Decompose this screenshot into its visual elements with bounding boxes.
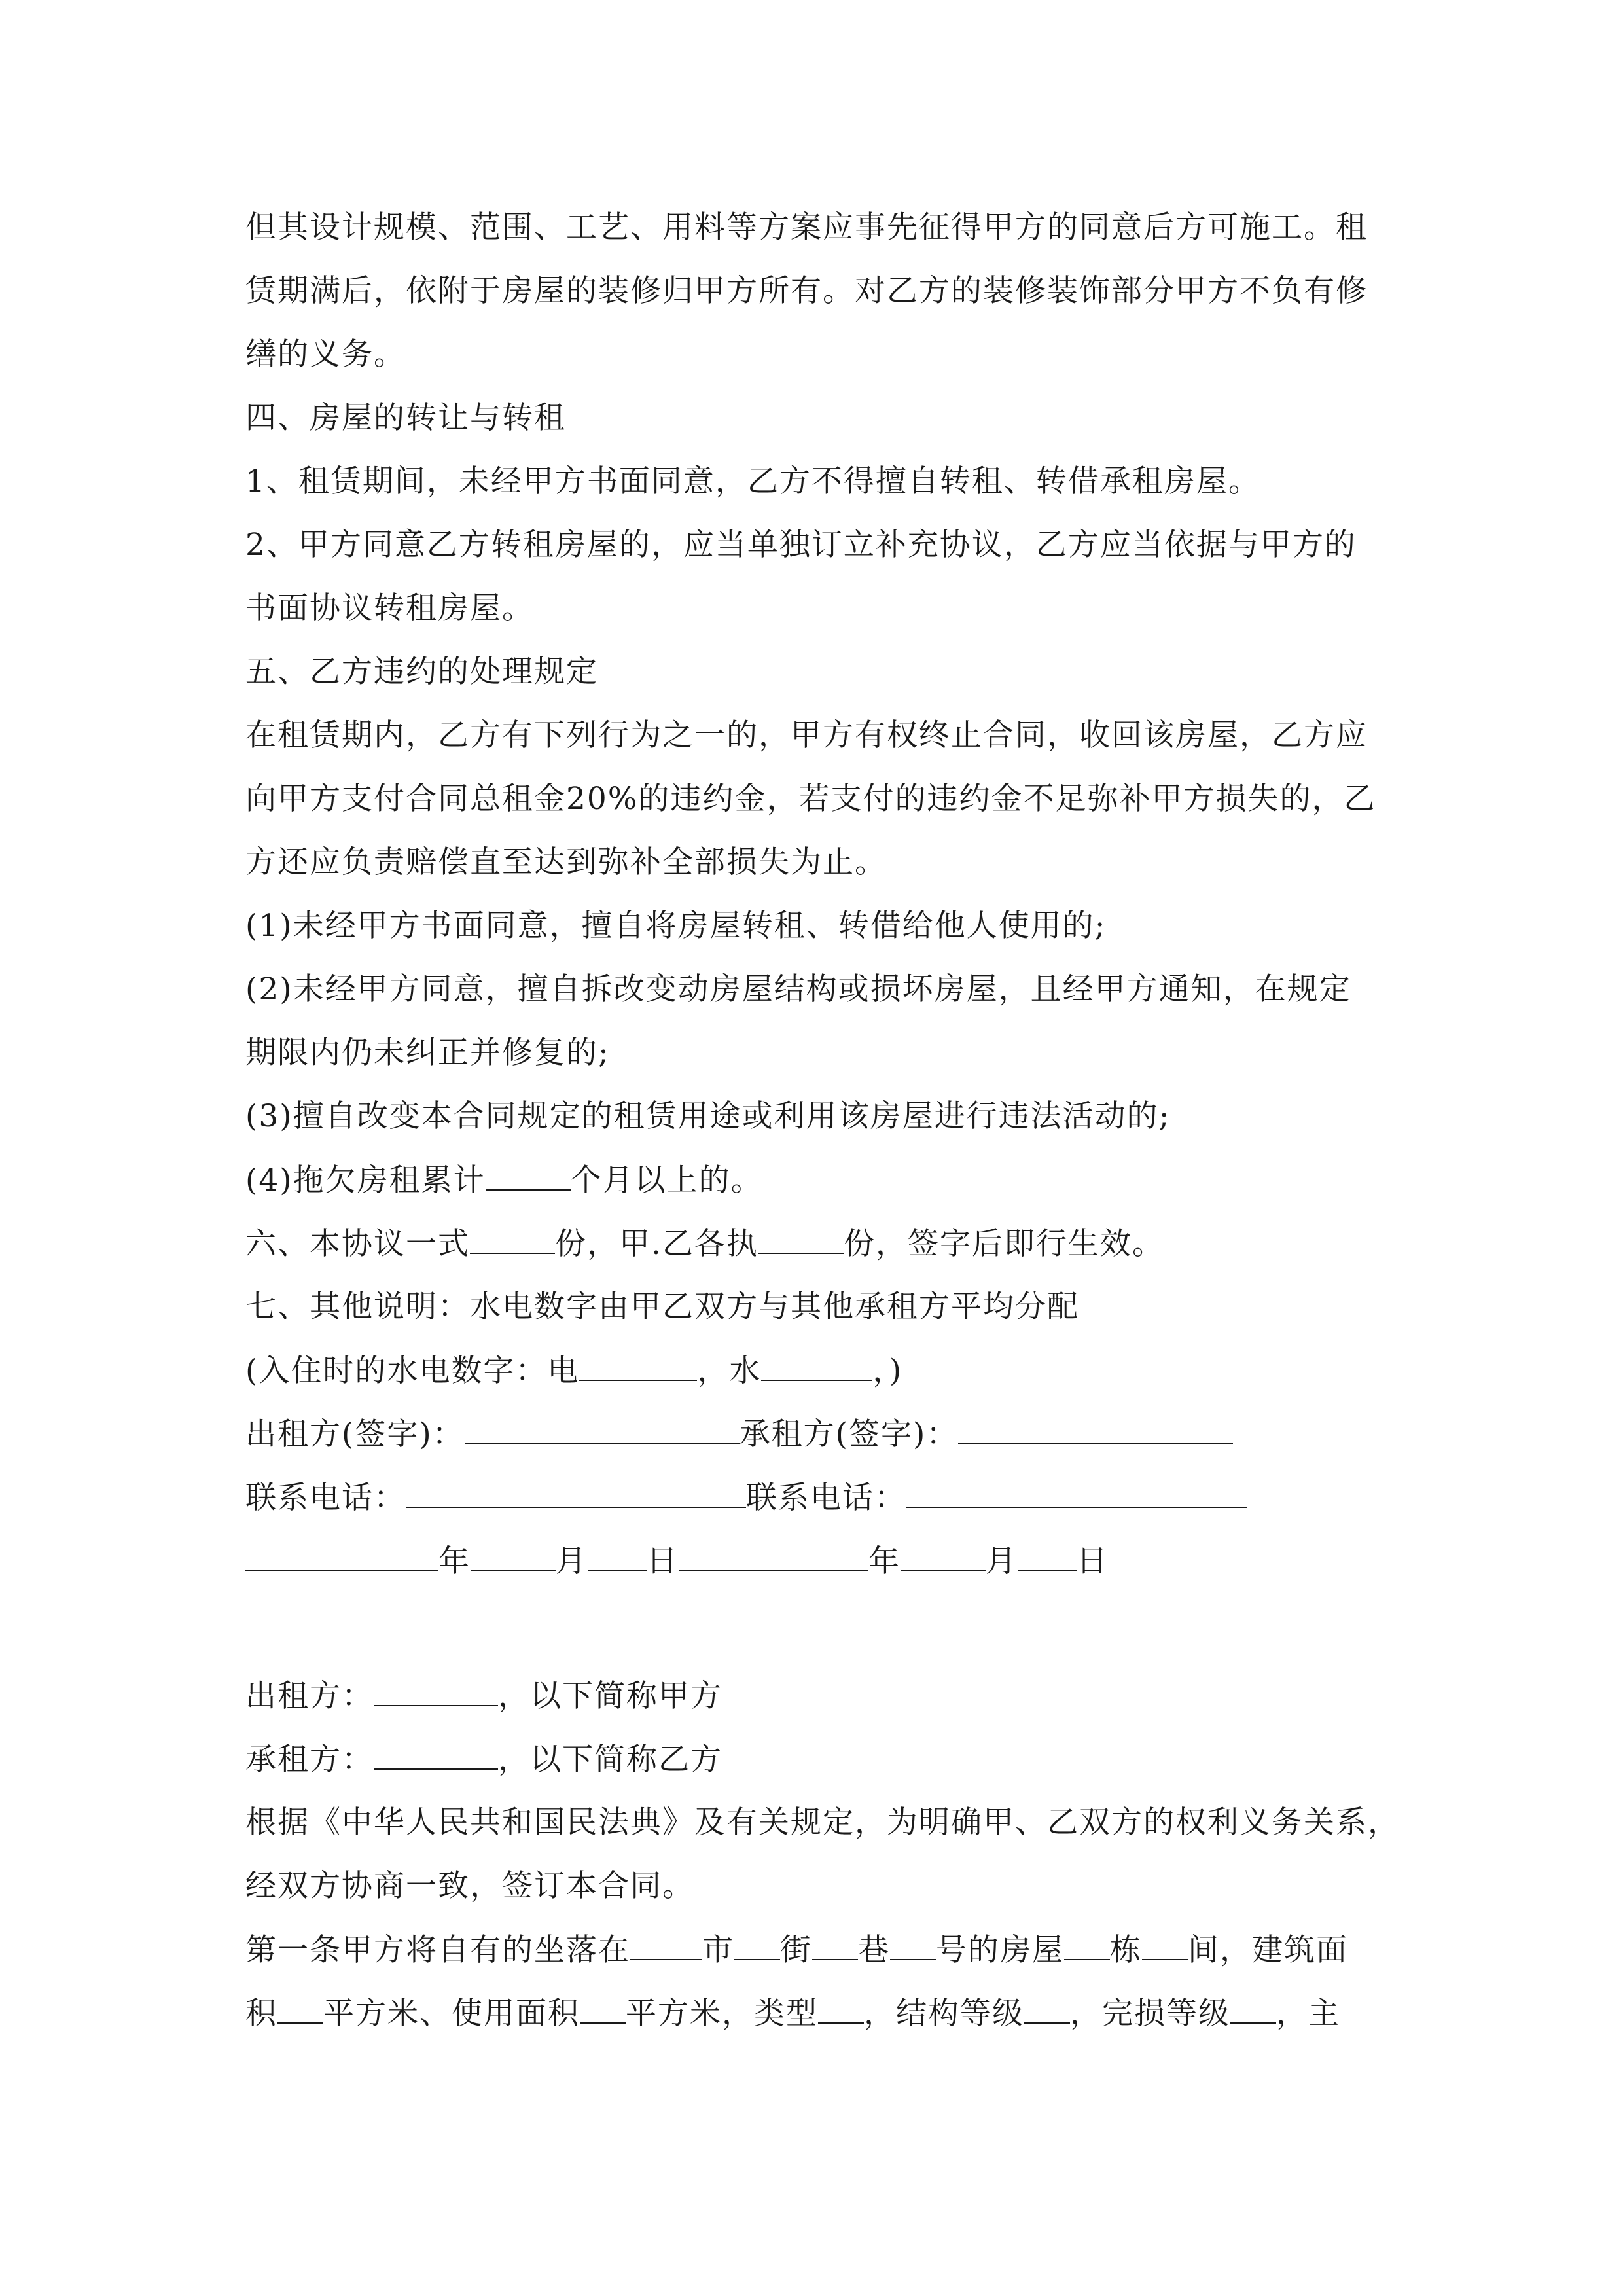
lessee-party-suffix: ，以下简称乙方 bbox=[498, 1742, 722, 1778]
article1-text: 平方米，类型 bbox=[626, 1996, 818, 2032]
article1-text: 积 bbox=[245, 1996, 277, 2032]
lessor-phone-blank[interactable] bbox=[406, 1478, 746, 1508]
copies-prefix: 六、本协议一式 bbox=[245, 1226, 470, 1262]
year-label: 年 bbox=[868, 1543, 901, 1579]
section-heading: 四、房屋的转让与转租 bbox=[245, 400, 566, 436]
day-label: 日 bbox=[1077, 1543, 1109, 1579]
year-label: 年 bbox=[438, 1543, 471, 1579]
meter-mid: ，水 bbox=[697, 1353, 762, 1389]
article1-line2 bbox=[245, 1994, 1384, 2033]
paragraph-line: (1)未经甲方书面同意，擅自将房屋转租、转借给他人使用的; bbox=[245, 908, 1107, 944]
paragraph-line: 书面协议转租房屋。 bbox=[245, 590, 534, 626]
paragraph-line: 但其设计规模、范围、工艺、用料等方案应事先征得甲方的同意后方可施工。租 bbox=[245, 209, 1368, 245]
lessee-phone-blank[interactable] bbox=[906, 1478, 1247, 1508]
section-heading: 五、乙方违约的处理规定 bbox=[245, 654, 598, 690]
copies-mid: 份，甲.乙各执 bbox=[555, 1226, 758, 1262]
paragraph-line: 2、甲方同意乙方转租房屋的，应当单独订立补充协议，乙方应当依据与甲方的 bbox=[245, 527, 1357, 563]
article1-text: 巷 bbox=[858, 1932, 890, 1968]
article1-text: 栋 bbox=[1110, 1932, 1142, 1968]
lessee-name-blank[interactable] bbox=[374, 1740, 498, 1770]
copies-line bbox=[245, 1224, 1384, 1263]
meter-line bbox=[245, 1351, 1384, 1390]
article1-text: 第一条甲方将自有的坐落在 bbox=[245, 1932, 630, 1968]
article1-text: ，主 bbox=[1276, 1996, 1340, 2032]
paragraph-line: 期限内仍未纠正并修复的; bbox=[245, 1035, 610, 1071]
article1-text: 号的房屋 bbox=[936, 1932, 1064, 1968]
copies-suffix: 份，签字后即行生效。 bbox=[843, 1226, 1164, 1262]
building-blank[interactable] bbox=[1064, 1930, 1110, 1960]
arrears-line bbox=[245, 1160, 1384, 1200]
paragraph-line: (2)未经甲方同意，擅自拆改变动房屋结构或损坏房屋，且经甲方通知，在规定 bbox=[245, 971, 1351, 1007]
lessor-month-blank[interactable] bbox=[471, 1541, 556, 1571]
paragraph-line: 经双方协商一致，签订本合同。 bbox=[245, 1868, 694, 1904]
paragraph-line: 在租赁期内，乙方有下列行为之一的，甲方有权终止合同，收回该房屋，乙方应 bbox=[245, 717, 1368, 753]
water-reading-blank[interactable] bbox=[761, 1351, 872, 1381]
building-area-blank[interactable] bbox=[277, 1994, 323, 2024]
phone-line bbox=[245, 1478, 1384, 1517]
lessee-signature-blank[interactable] bbox=[958, 1414, 1233, 1444]
lessee-phone-label: 联系电话： bbox=[746, 1480, 906, 1516]
meter-prefix: (入住时的水电数字：电 bbox=[245, 1353, 580, 1389]
article1-text: 间，建筑面 bbox=[1188, 1932, 1348, 1968]
arrears-prefix: (4)拖欠房租累计 bbox=[245, 1162, 486, 1198]
lessee-party-line bbox=[245, 1740, 1384, 1779]
paragraph-line: 方还应负责赔偿直至达到弥补全部损失为止。 bbox=[245, 844, 887, 880]
article1-text: 市 bbox=[702, 1932, 734, 1968]
paragraph-line: 1、租赁期间，未经甲方书面同意，乙方不得擅自转租、转借承租房屋。 bbox=[245, 463, 1260, 499]
usable-area-blank[interactable] bbox=[580, 1994, 626, 2024]
structure-grade-blank[interactable] bbox=[1024, 1994, 1070, 2024]
month-label: 月 bbox=[986, 1543, 1018, 1579]
lane-blank[interactable] bbox=[812, 1930, 858, 1960]
paragraph-line: 缮的义务。 bbox=[245, 336, 406, 372]
electricity-reading-blank[interactable] bbox=[579, 1351, 697, 1381]
lessor-name-blank[interactable] bbox=[374, 1676, 498, 1706]
copies-each-blank[interactable] bbox=[758, 1224, 844, 1254]
lessor-day-blank[interactable] bbox=[588, 1541, 647, 1571]
number-blank[interactable] bbox=[890, 1930, 936, 1960]
lessor-party-line bbox=[245, 1676, 1384, 1715]
lessee-year-blank[interactable] bbox=[679, 1541, 868, 1571]
article1-text: 平方米、使用面积 bbox=[323, 1996, 580, 2032]
article1-text: ，结构等级 bbox=[864, 1996, 1024, 2032]
paragraph-line: 赁期满后，依附于房屋的装修归甲方所有。对乙方的装修装饰部分甲方不负有修 bbox=[245, 273, 1368, 309]
paragraph-line: 根据《中华人民共和国民法典》及有关规定，为明确甲、乙双方的权利义务关系， bbox=[245, 1804, 1400, 1840]
street-blank[interactable] bbox=[734, 1930, 780, 1960]
lessee-sign-label: 承租方(签字)： bbox=[739, 1416, 959, 1452]
copies-total-blank[interactable] bbox=[470, 1224, 555, 1254]
lessee-party-label: 承租方： bbox=[245, 1742, 374, 1778]
city-blank[interactable] bbox=[630, 1930, 702, 1960]
lessee-day-blank[interactable] bbox=[1018, 1541, 1077, 1571]
date-line bbox=[245, 1541, 1384, 1581]
condition-grade-blank[interactable] bbox=[1230, 1994, 1276, 2024]
section-heading: 七、其他说明：水电数字由甲乙双方与其他承租方平均分配 bbox=[245, 1289, 1079, 1325]
month-label: 月 bbox=[556, 1543, 588, 1579]
arrears-suffix: 个月以上的。 bbox=[570, 1162, 763, 1198]
lessor-party-suffix: ，以下简称甲方 bbox=[498, 1678, 722, 1714]
lessor-party-label: 出租方： bbox=[245, 1678, 374, 1714]
rooms-blank[interactable] bbox=[1142, 1930, 1188, 1960]
article1-line1 bbox=[245, 1930, 1384, 1969]
day-label: 日 bbox=[647, 1543, 679, 1579]
signature-line bbox=[245, 1414, 1384, 1454]
paragraph-line: 向甲方支付合同总租金20%的违约金，若支付的违约金不足弥补甲方损失的，乙 bbox=[245, 781, 1376, 817]
article1-text: ，完损等级 bbox=[1070, 1996, 1230, 2032]
article1-text: 街 bbox=[780, 1932, 812, 1968]
lessor-phone-label: 联系电话： bbox=[245, 1480, 406, 1516]
meter-suffix: ，) bbox=[872, 1353, 903, 1389]
lessee-month-blank[interactable] bbox=[901, 1541, 986, 1571]
lessor-signature-blank[interactable] bbox=[465, 1414, 740, 1444]
lessor-sign-label: 出租方(签字)： bbox=[245, 1416, 465, 1452]
paragraph-line: (3)擅自改变本合同规定的租赁用途或利用该房屋进行违法活动的; bbox=[245, 1098, 1171, 1134]
lessor-year-blank[interactable] bbox=[245, 1541, 438, 1571]
arrears-months-blank[interactable] bbox=[486, 1160, 571, 1191]
type-blank[interactable] bbox=[818, 1994, 864, 2024]
